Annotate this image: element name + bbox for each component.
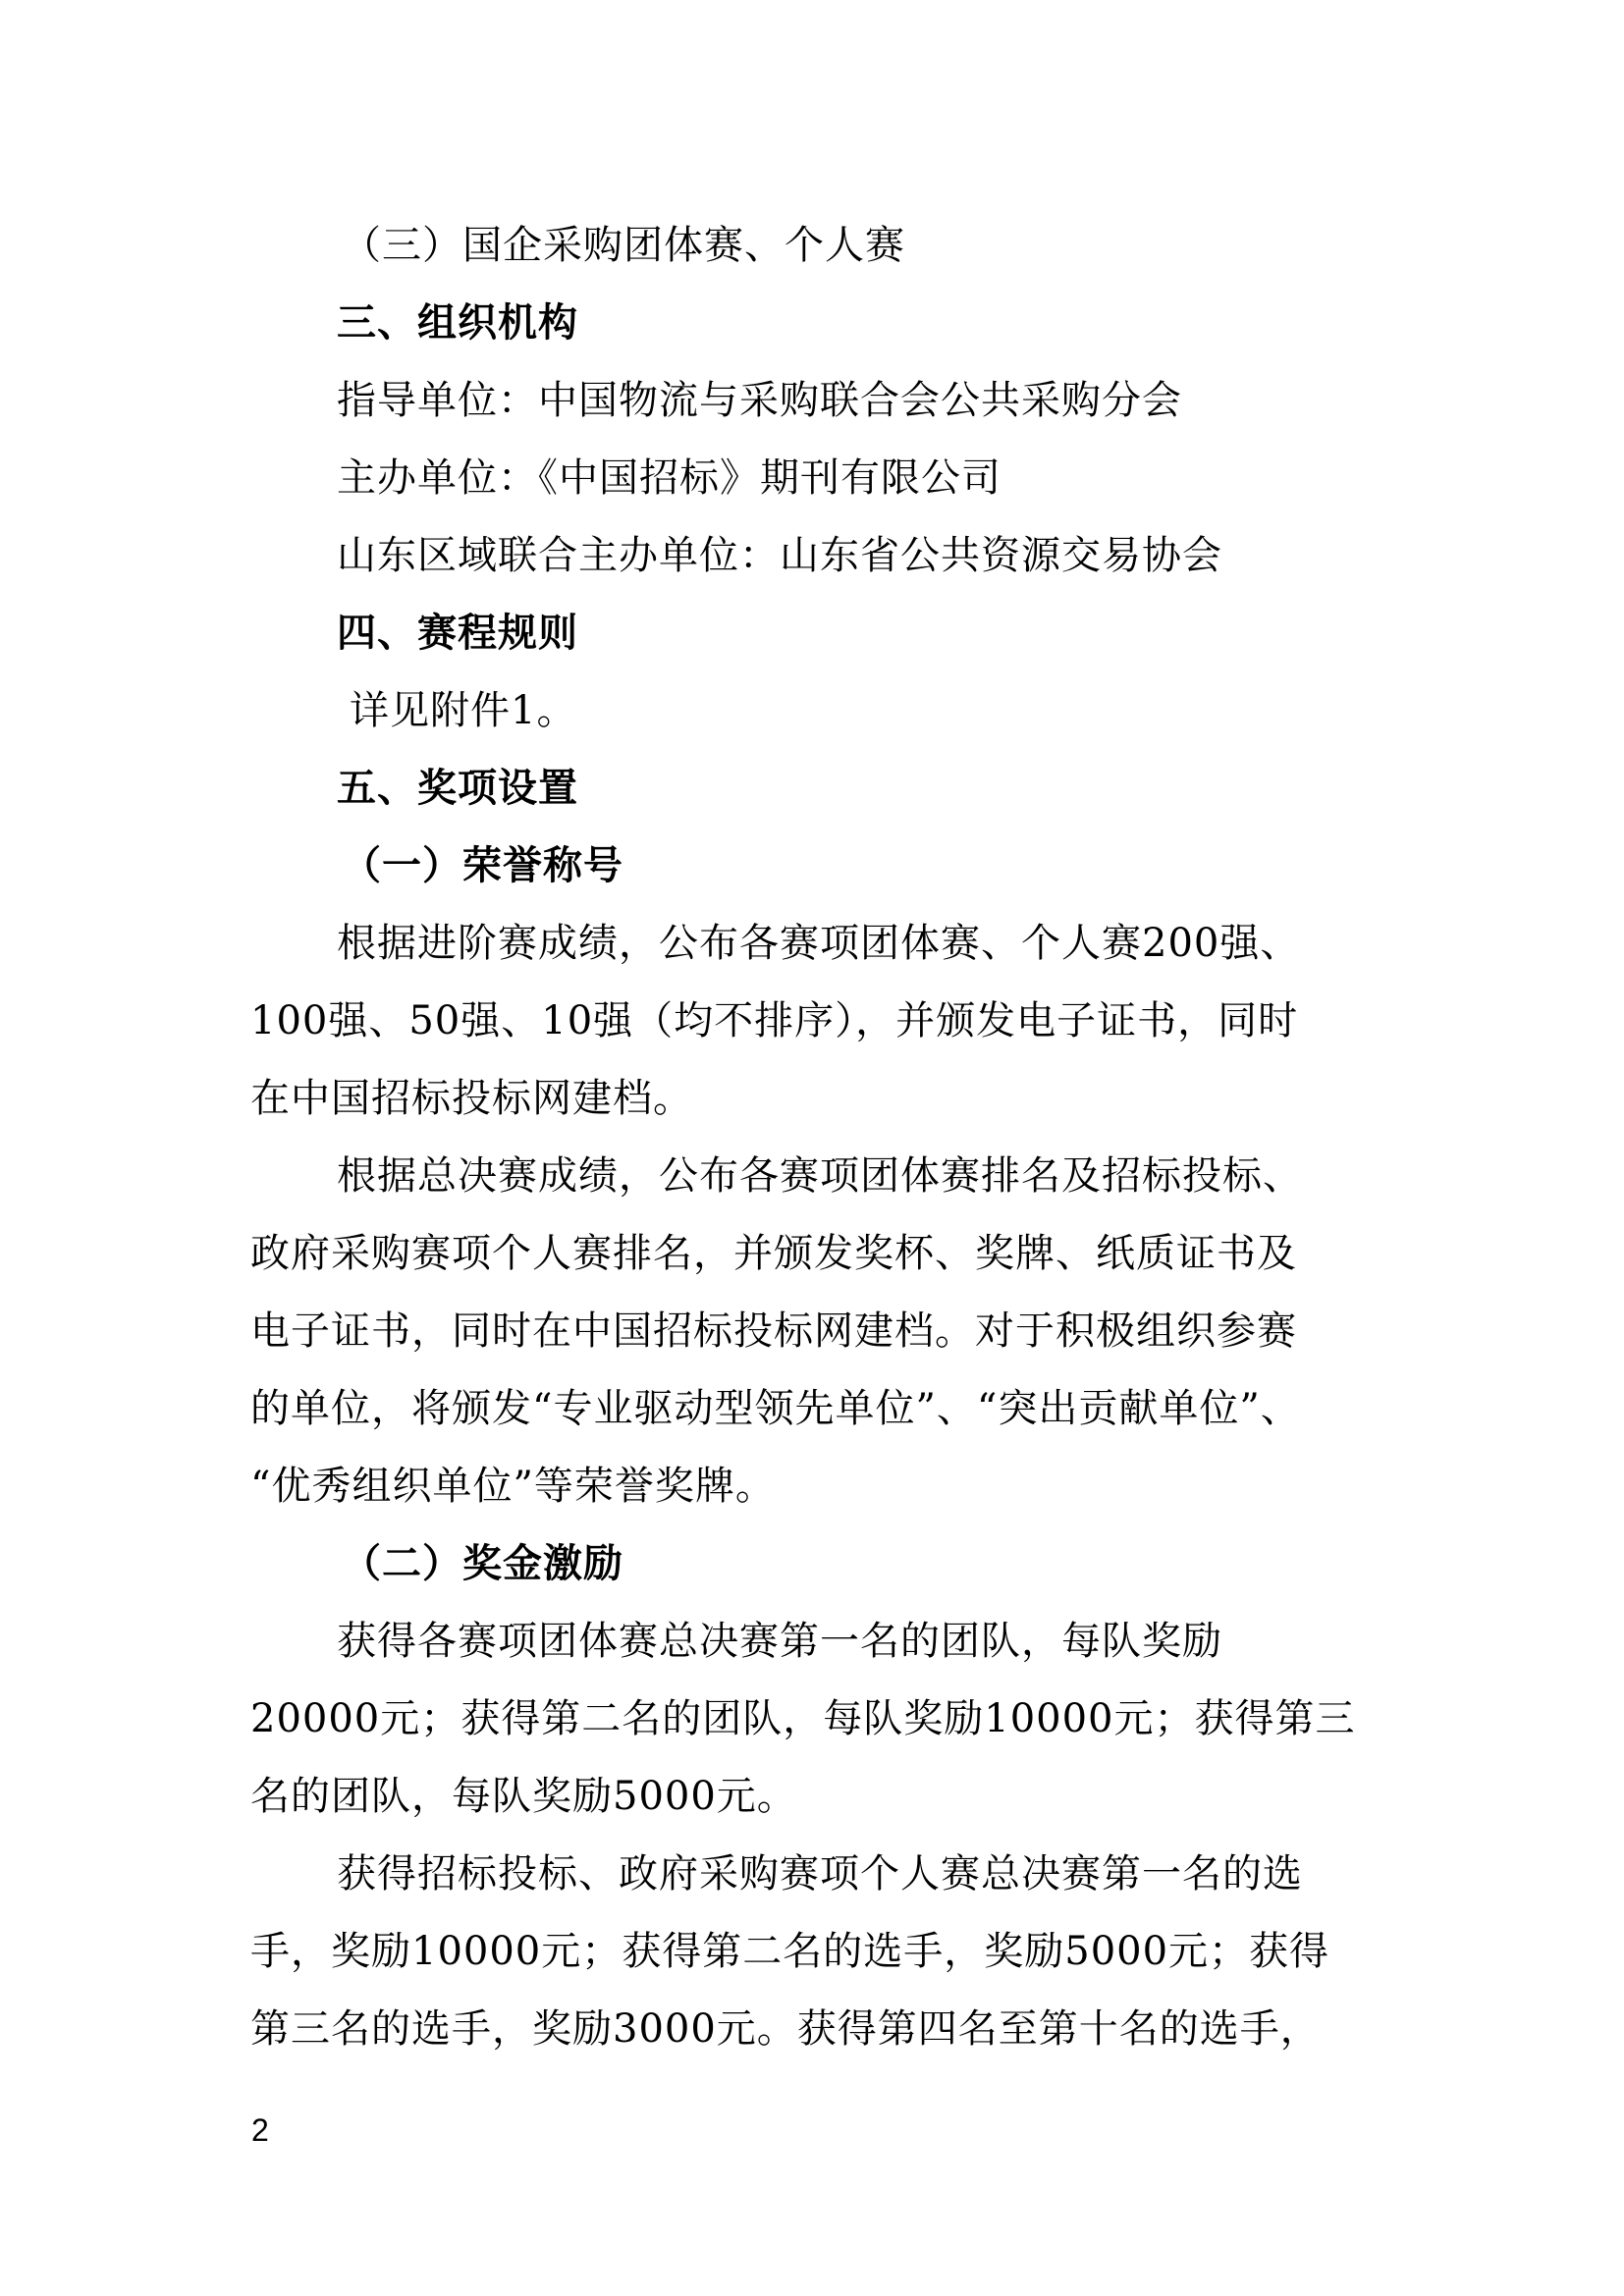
see-attachment-line: 详见附件1。 [350, 688, 577, 733]
host-unit-line: 主办单位：《中国招标》期刊有限公司 [337, 455, 1001, 501]
paragraph-finals-line-2: 政府采购赛项个人赛排名，并颁发奖杯、奖牌、纸质证书及 [250, 1231, 1297, 1276]
shandong-co-host-line: 山东区域联合主办单位：山东省公共资源交易协会 [337, 533, 1222, 578]
paragraph-individual-prize-line-2: 手，奖励10000元；获得第二名的选手，奖励5000元；获得 [250, 1929, 1330, 1974]
paragraph-finals-line-1: 根据总决赛成绩，公布各赛项团体赛排名及招标投标、 [337, 1153, 1303, 1199]
paragraph-team-prize-line-1: 获得各赛项团体赛总决赛第一名的团队，每队奖励 [337, 1619, 1222, 1664]
subsection-heading-honorary-titles: （一）荣誉称号 [342, 843, 623, 888]
subsection-heading-prize-money: （二）奖金激励 [342, 1541, 623, 1586]
paragraph-individual-prize-line-3: 第三名的选手，奖励3000元。获得第四名至第十名的选手， [250, 2006, 1321, 2052]
paragraph-finals-line-5: “优秀组织单位”等荣誉奖牌。 [250, 1464, 776, 1509]
section-heading-awards: 五、奖项设置 [337, 766, 578, 811]
paragraph-finals-line-3: 电子证书，同时在中国招标投标网建档。对于积极组织参赛 [250, 1308, 1297, 1354]
paragraph-advancement-line-2: 100强、50强、10强（均不排序），并颁发电子证书，同时 [250, 998, 1299, 1043]
paragraph-individual-prize-line-1: 获得招标投标、政府采购赛项个人赛总决赛第一名的选 [337, 1851, 1303, 1896]
guiding-unit-line: 指导单位：中国物流与采购联合会公共采购分会 [337, 378, 1182, 423]
section-heading-organization: 三、组织机构 [337, 300, 578, 346]
page-number: 2 [251, 2112, 269, 2148]
subsection-item-three: （三）国企采购团体赛、个人赛 [342, 223, 905, 268]
paragraph-team-prize-line-3: 名的团队，每队奖励5000元。 [250, 1774, 797, 1819]
section-heading-schedule-rules: 四、赛程规则 [337, 611, 578, 656]
paragraph-team-prize-line-2: 20000元；获得第二名的团队，每队奖励10000元；获得第三 [250, 1696, 1356, 1741]
paragraph-finals-line-4: 的单位，将颁发“专业驱动型领先单位”、“突出贡献单位”、 [250, 1386, 1301, 1431]
paragraph-advancement-line-3: 在中国招标投标网建档。 [250, 1076, 693, 1121]
paragraph-advancement-line-1: 根据进阶赛成绩，公布各赛项团体赛、个人赛200强、 [337, 921, 1301, 966]
